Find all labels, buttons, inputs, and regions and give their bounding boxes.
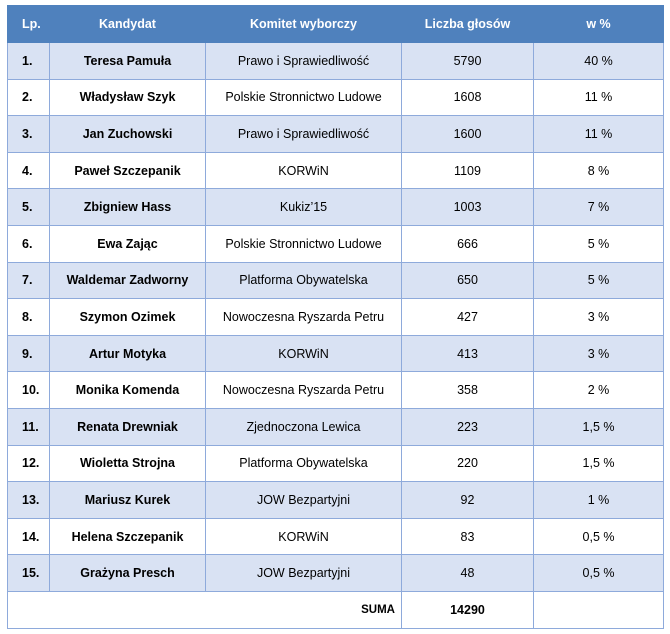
row-candidate-name: Waldemar Zadworny	[50, 262, 206, 299]
table-row	[8, 262, 664, 299]
row-committee: Zjednoczona Lewica	[206, 408, 402, 445]
row-votes: 413	[402, 335, 534, 372]
table-row	[8, 408, 664, 445]
summary-label: SUMA	[8, 591, 402, 628]
row-candidate-name: Monika Komenda	[50, 372, 206, 409]
row-percent: 40 %	[534, 43, 664, 80]
results-table	[7, 5, 664, 629]
table-row	[8, 152, 664, 189]
row-candidate-name: Helena Szczepanik	[50, 518, 206, 555]
row-percent: 0,5 %	[534, 518, 664, 555]
row-committee: KORWiN	[206, 518, 402, 555]
row-committee: Platforma Obywatelska	[206, 445, 402, 482]
table-header	[8, 6, 664, 43]
row-committee: Prawo i Sprawiedliwość	[206, 43, 402, 80]
row-lp: 9.	[8, 335, 50, 372]
row-lp: 10.	[8, 372, 50, 409]
row-votes: 650	[402, 262, 534, 299]
row-votes: 223	[402, 408, 534, 445]
table-row	[8, 189, 664, 226]
table-row	[8, 225, 664, 262]
row-lp: 11.	[8, 408, 50, 445]
row-lp: 5.	[8, 189, 50, 226]
row-candidate-name: Zbigniew Hass	[50, 189, 206, 226]
header-row	[8, 6, 664, 43]
row-percent: 1,5 %	[534, 408, 664, 445]
row-votes: 48	[402, 555, 534, 592]
row-committee: Nowoczesna Ryszarda Petru	[206, 372, 402, 409]
row-lp: 7.	[8, 262, 50, 299]
row-votes: 220	[402, 445, 534, 482]
row-lp: 1.	[8, 43, 50, 80]
row-votes: 92	[402, 482, 534, 519]
row-committee: KORWiN	[206, 335, 402, 372]
row-percent: 7 %	[534, 189, 664, 226]
row-candidate-name: Teresa Pamuła	[50, 43, 206, 80]
row-lp: 12.	[8, 445, 50, 482]
row-lp: 3.	[8, 116, 50, 153]
row-votes: 666	[402, 225, 534, 262]
row-candidate-name: Jan Zuchowski	[50, 116, 206, 153]
table-row	[8, 299, 664, 336]
row-votes: 83	[402, 518, 534, 555]
table-row	[8, 43, 664, 80]
header-candidate: Kandydat	[50, 6, 206, 43]
row-committee: KORWiN	[206, 152, 402, 189]
row-candidate-name: Grażyna Presch	[50, 555, 206, 592]
row-candidate-name: Mariusz Kurek	[50, 482, 206, 519]
row-committee: JOW Bezpartyjni	[206, 482, 402, 519]
row-percent: 11 %	[534, 79, 664, 116]
row-votes: 1600	[402, 116, 534, 153]
row-lp: 15.	[8, 555, 50, 592]
header-votes: Liczba głosów	[402, 6, 534, 43]
summary-percent-empty	[534, 591, 664, 628]
row-votes: 1608	[402, 79, 534, 116]
row-committee: Platforma Obywatelska	[206, 262, 402, 299]
row-committee: Nowoczesna Ryszarda Petru	[206, 299, 402, 336]
row-percent: 8 %	[534, 152, 664, 189]
row-percent: 1,5 %	[534, 445, 664, 482]
summary-votes: 14290	[402, 591, 534, 628]
row-percent: 5 %	[534, 225, 664, 262]
table-row	[8, 116, 664, 153]
header-committee: Komitet wyborczy	[206, 6, 402, 43]
row-lp: 4.	[8, 152, 50, 189]
table-row	[8, 372, 664, 409]
header-lp: Lp.	[8, 6, 50, 43]
row-committee: Kukiz’15	[206, 189, 402, 226]
row-candidate-name: Renata Drewniak	[50, 408, 206, 445]
row-votes: 1109	[402, 152, 534, 189]
row-percent: 5 %	[534, 262, 664, 299]
row-votes: 1003	[402, 189, 534, 226]
row-lp: 14.	[8, 518, 50, 555]
row-committee: Prawo i Sprawiedliwość	[206, 116, 402, 153]
row-committee: Polskie Stronnictwo Ludowe	[206, 79, 402, 116]
row-votes: 427	[402, 299, 534, 336]
row-candidate-name: Władysław Szyk	[50, 79, 206, 116]
table-row	[8, 555, 664, 592]
table-row	[8, 79, 664, 116]
row-votes: 5790	[402, 43, 534, 80]
row-votes: 358	[402, 372, 534, 409]
table-row	[8, 445, 664, 482]
row-candidate-name: Wioletta Strojna	[50, 445, 206, 482]
row-lp: 2.	[8, 79, 50, 116]
row-candidate-name: Artur Motyka	[50, 335, 206, 372]
row-committee: Polskie Stronnictwo Ludowe	[206, 225, 402, 262]
header-percent: w %	[534, 6, 664, 43]
table-row	[8, 518, 664, 555]
row-percent: 3 %	[534, 335, 664, 372]
row-percent: 1 %	[534, 482, 664, 519]
row-lp: 6.	[8, 225, 50, 262]
row-lp: 13.	[8, 482, 50, 519]
row-percent: 11 %	[534, 116, 664, 153]
summary-row	[8, 591, 664, 628]
row-candidate-name: Paweł Szczepanik	[50, 152, 206, 189]
row-percent: 0,5 %	[534, 555, 664, 592]
row-candidate-name: Ewa Zając	[50, 225, 206, 262]
row-candidate-name: Szymon Ozimek	[50, 299, 206, 336]
table-row	[8, 335, 664, 372]
row-lp: 8.	[8, 299, 50, 336]
row-percent: 2 %	[534, 372, 664, 409]
row-percent: 3 %	[534, 299, 664, 336]
table-body	[8, 43, 664, 592]
row-committee: JOW Bezpartyjni	[206, 555, 402, 592]
table-row	[8, 482, 664, 519]
